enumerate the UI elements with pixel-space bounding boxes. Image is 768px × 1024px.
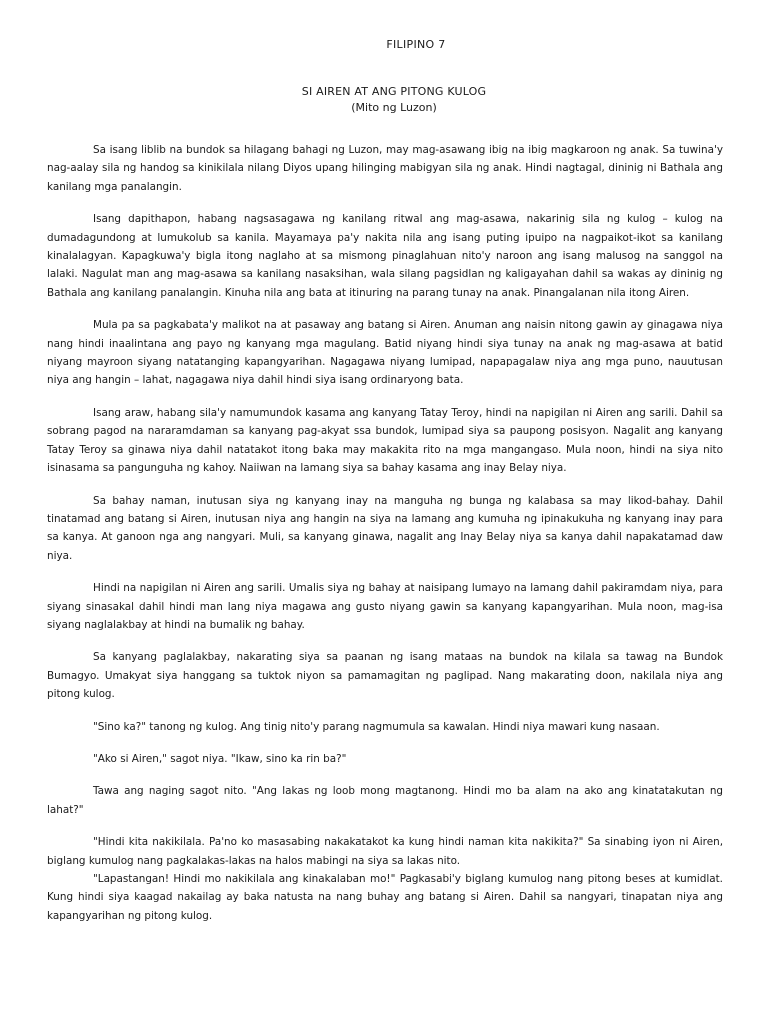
document-page — [47, 38, 723, 939]
paragraph-5: Sa bahay naman, inutusan siya ng kanyang inay na manguha ng bunga ng kalabasa sa may likod-bahay. Dahil tinatamad ang batang si Airen, inutusan niya ang hangin na siya na lamang ang kumuha ng ipinakukuha ng kanyang inay para sa kanya. At ganoon nga ang nangyari. Muli, sa kanyang ginawa, nagalit ang Inay Belay niya sa kanya dahil napakatamad daw niya. — [47, 494, 723, 562]
paragraph-12: "Lapastangan! Hindi mo nakikilala ang kinakalaban mo!" Pagkasabi'y biglang kumulog nang pitong beses at kumidlat. Kung hindi siya kaagad nakailag ay baka natusta na nang buhay ang batang si Airen. Dahil sa nangyari, tinapatan niya ang kapangyarihan ng pitong kulog. — [47, 873, 723, 922]
paragraph-11: "Hindi kita nakikilala. Pa'no ko masasabing nakakatakot ka kung hindi naman kita nakikita?" Sa sinabing iyon ni Airen, biglang kumulog nang pagkalakas-lakas na halos mabingi na siya sa lakas nito. — [47, 836, 723, 867]
paragraph-10: Tawa ang naging sagot nito. "Ang lakas ng loob mong magtanong. Hindi mo ba alam na ako ang kinatatakutan ng lahat?" — [47, 785, 723, 816]
paragraph-3: Mula pa sa pagkabata'y malikot na at pasaway ang batang si Airen. Anuman ang naisin nitong gawin ay ginagawa niya nang hindi inaalintana ang payo ng kanyang mga magulang. Batid niyang hindi siya tunay na anak ng mag-asawa at batid niyang mayroon siyang natatanging kapangyarihan. Nagagawa niyang lumipad, napapagalaw niya ang mga puno, nauutusan niya ang hangin – lahat, nagagawa niya dahil hindi siya isang ordinaryong bata. — [47, 319, 723, 387]
paragraph-4: Isang araw, habang sila'y namumundok kasama ang kanyang Tatay Teroy, hindi na napigilan ni Airen ang sarili. Dahil sa sobrang pagod na nararamdaman sa kanyang pag-akyat ssa bundok, lumipad siya sa paupong posisyon. Nagalit ang kanyang Tatay Teroy sa ginawa niya dahil natatakot itong baka may makakita rito na mga mangangaso. Mula noon, hindi na siya nito isinasama sa pangunguha ng kahoy. Naiiwan na lamang siya sa bahay kasama ang inay Belay niya. — [47, 406, 723, 475]
paragraph-2: Isang dapithapon, habang nagsasagawa ng kanilang ritwal ang mag-asawa, nakarinig sila ng kulog – kulog na dumadagundong at lumukolub sa kanila. Mayamaya pa'y nakita nila ang isang puting ipuipo na nagpaikot-ikot sa kanilang kinalalagyan. Kapagkuwa'y bigla itong naglaho at sa mismong pinaglahuan nito'y naroon ang isang malusog na sanggol na lalaki. Nagulat man ang mag-asawa sa kanilang nasaksihan, wala silang pagsidlan ng kaligayahan dahil sa wakas ay dininig ng Bathala ang kanilang panalangin. Kinuha nila ang bata at itinuring na parang tunay na anak. Pinangalanan nila itong Airen. — [47, 213, 723, 299]
paragraph-9: "Ako si Airen," sagot niya. "Ikaw, sino ka rin ba?" — [93, 752, 347, 765]
story-title: SI AIREN AT ANG PITONG KULOG — [301, 85, 487, 98]
paragraph-6: Hindi na napigilan ni Airen ang sarili. Umalis siya ng bahay at naisipang lumayo na lamang dahil pakiramdam niya, para siyang sinasakal dahil hindi man lang niya magawa ang gusto niyang gawin sa kanyang kapangyarihan. Mula noon, mag-isa siyang naglalakbay at hindi na bumalik ng bahay. — [47, 582, 723, 631]
paragraph-8: "Sino ka?" tanong ng kulog. Ang tinig nito'y parang nagmumula sa kawalan. Hindi niya mawari kung nasaan. — [93, 720, 660, 733]
subject-heading: FILIPINO 7 — [386, 38, 446, 51]
paragraph-1: Sa isang liblib na bundok sa hilagang bahagi ng Luzon, may mag-asawang ibig na ibig magkaroon ng anak. Sa tuwina'y nag-aalay sila ng handog sa kinikilala nilang Diyos upang hilinging mabigyan sila ng anak. Hindi nagtagal, dininig ni Bathala ang kanilang mga panalangin. — [47, 144, 723, 193]
story-subtitle: (Mito ng Luzon) — [351, 101, 437, 114]
paragraph-7: Sa kanyang paglalakbay, nakarating siya sa paanan ng isang mataas na bundok na kilala sa tawag na Bundok Bumagyo. Umakyat siya hanggang sa tuktok niyon sa pamamagitan ng paglipad. Nang makarating doon, nakilala niya ang pitong kulog. — [47, 651, 723, 701]
